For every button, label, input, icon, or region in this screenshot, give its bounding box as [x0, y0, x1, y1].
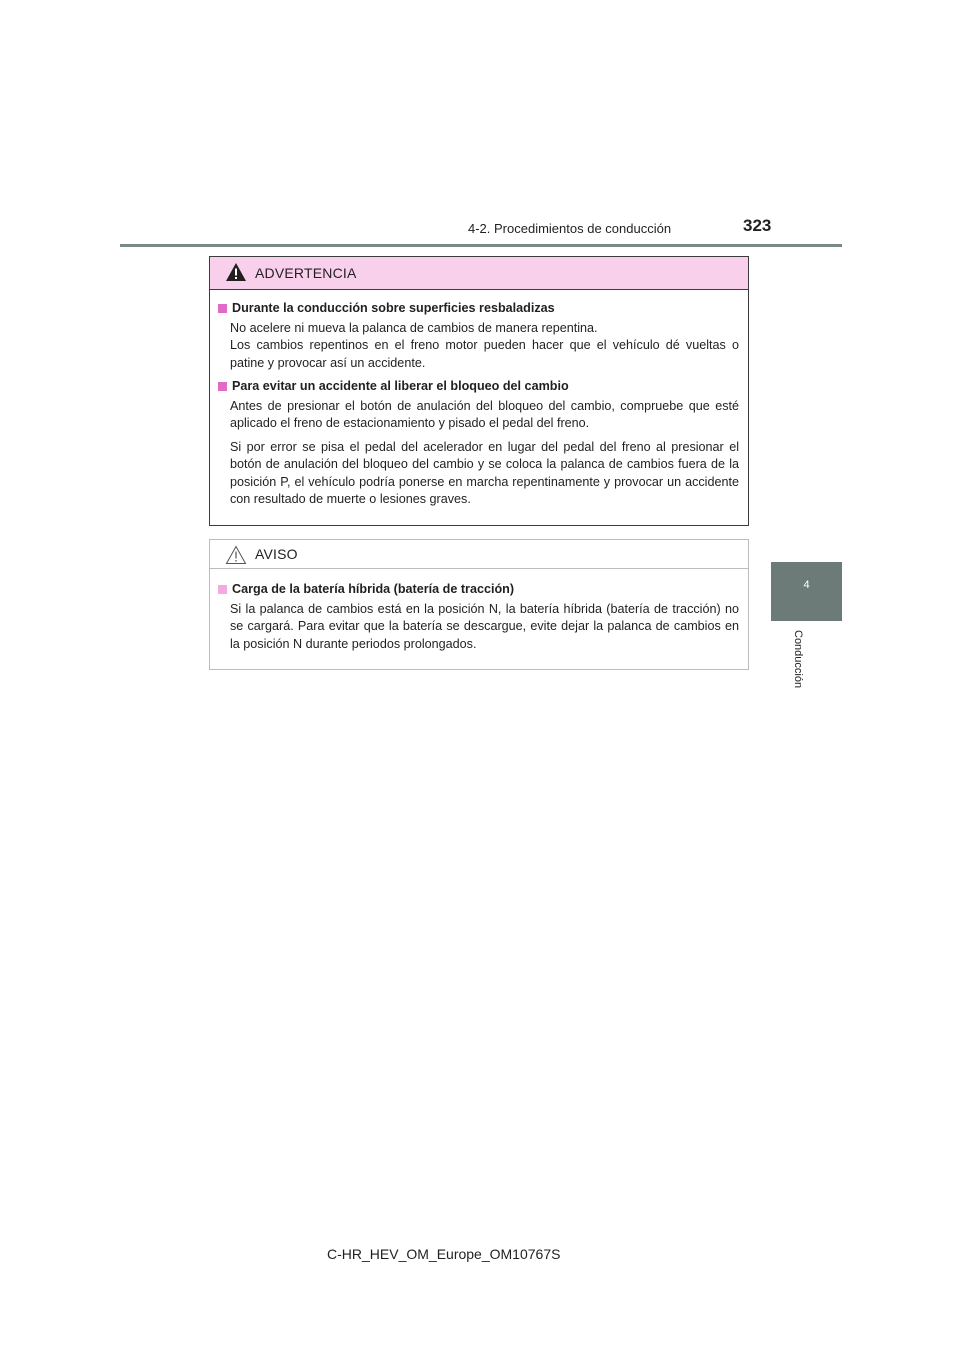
header-rule [120, 244, 842, 247]
warning-item-slippery [218, 300, 739, 372]
warning-paragraph [218, 320, 739, 373]
warning-header [210, 257, 748, 290]
paragraph-line: Si por error se pisa el pedal del acelerador en lugar del pedal del freno al presionar el botón de anulación del bloqueo del cambio y se coloca la palanca de cambios fuera de la posición P, el vehículo podría ponerse en marcha repentinamente y provocar un accidente con resultado de muerte o lesiones graves. [230, 439, 739, 506]
warning-paragraph [218, 439, 739, 509]
notice-item-title-text: Carga de la batería híbrida (batería de tracción) [232, 582, 515, 596]
notice-label: AVISO [255, 546, 298, 562]
warning-item-title [218, 300, 739, 318]
notice-header [210, 540, 748, 569]
document-code: C-HR_HEV_OM_Europe_OM10767S [327, 1246, 561, 1262]
warning-label: ADVERTENCIA [255, 265, 357, 281]
chapter-tab [771, 562, 842, 621]
notice-item-title [218, 581, 739, 599]
notice-paragraph [218, 601, 739, 654]
notice-item-battery [218, 581, 739, 653]
square-bullet-icon [218, 382, 227, 391]
warning-item-shift-lock [218, 378, 739, 509]
notice-body [210, 569, 748, 653]
chapter-title-vertical [790, 630, 804, 720]
paragraph-line: Si la palanca de cambios está en la posición N, la batería híbrida (batería de tracción) no se cargará. Para evitar que la batería se descargue, evite dejar la palanca de cambios en la posición N durante periodos prolongados. [230, 601, 739, 651]
notice-box [209, 539, 749, 670]
paragraph-line: Antes de presionar el botón de anulación del bloqueo del cambio, compruebe que esté aplicado el freno de estacionamiento y pisado el pedal del freno. [230, 398, 739, 430]
warning-item-title-text: Para evitar un accidente al liberar el bloqueo del cambio [232, 379, 569, 393]
warning-triangle-filled-icon [225, 262, 247, 282]
warning-paragraph [218, 398, 739, 433]
warning-body [210, 290, 748, 509]
warning-item-title [218, 378, 739, 396]
paragraph-line: Los cambios repentinos en el freno motor pueden hacer que el vehículo dé vueltas o patine y provocar así un accidente. [230, 338, 739, 370]
chapter-number: 4 [803, 579, 810, 591]
header-section-title: 4-2. Procedimientos de conducción [468, 221, 672, 236]
square-bullet-icon [218, 585, 227, 594]
warning-triangle-outline-icon [225, 545, 247, 565]
paragraph-line: No acelere ni mueva la palanca de cambios de manera repentina. [230, 320, 598, 335]
square-bullet-icon [218, 304, 227, 313]
warning-box [209, 256, 749, 526]
page-number: 323 [743, 216, 772, 235]
warning-item-title-text: Durante la conducción sobre superficies resbaladizas [232, 301, 555, 315]
chapter-title-label: Conducción [792, 630, 804, 689]
